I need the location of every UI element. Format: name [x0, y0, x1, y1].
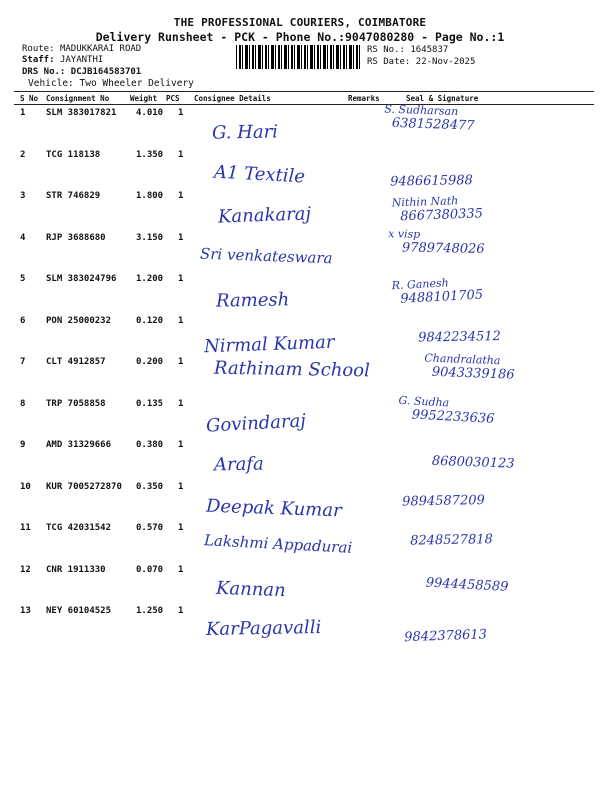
row-sno: 4 — [20, 232, 26, 243]
row-sno: 5 — [20, 274, 26, 284]
row-pcs: 1 — [178, 606, 184, 616]
row-consignment-no: STR 746829 — [46, 191, 101, 201]
row-weight: 1.350 — [136, 149, 164, 160]
signature-phone: 9486615988 — [389, 172, 473, 189]
row-consignment-no: PON 25000232 — [46, 315, 112, 326]
row-consignment-no: NEY 60104525 — [46, 606, 112, 616]
vehicle-value: Two Wheeler Delivery — [79, 78, 194, 89]
row-pcs: 1 — [178, 149, 184, 160]
rs-no-line — [367, 45, 448, 56]
route-value: MADUKKARAI ROAD — [59, 44, 142, 54]
signature-phone: 8680030123 — [431, 453, 515, 472]
col-pcs: PCS — [166, 94, 180, 103]
route-label: Route: — [22, 44, 55, 54]
row-weight: 0.135 — [136, 398, 164, 409]
row-consignment-no: TCG 118138 — [46, 149, 101, 160]
signature-name: G. Sudha — [398, 393, 450, 409]
vehicle-line — [28, 78, 194, 89]
signature-name: S. Sudharsan — [384, 102, 459, 119]
signature-phone: 9488101705 — [400, 287, 484, 307]
row-signature — [424, 441, 600, 476]
row-consignment-no: TCG 42031542 — [46, 523, 112, 533]
row-consignee: Arafa — [213, 453, 264, 476]
header-bottom-rule — [14, 104, 594, 105]
row-pcs: 1 — [178, 274, 184, 284]
row-pcs: 1 — [178, 523, 184, 533]
row-signature — [396, 611, 597, 646]
signature-phone: 9842378613 — [404, 627, 488, 646]
row-consignee: Ramesh — [215, 289, 290, 312]
row-sno: 9 — [20, 440, 26, 450]
signature-phone: 9842234512 — [417, 328, 501, 345]
rs-date-label: RS Date: — [367, 57, 411, 67]
signature-name: x visp — [388, 226, 421, 241]
rs-no-value: 1645837 — [410, 45, 449, 55]
row-signature — [391, 269, 592, 307]
row-consignee: Kannan — [215, 577, 287, 601]
signature-phone: 8248527818 — [409, 532, 493, 549]
col-weight: Weight — [130, 94, 158, 103]
row-pcs: 1 — [178, 191, 184, 201]
row-pcs: 1 — [178, 398, 184, 409]
row-weight: 0.120 — [136, 315, 164, 326]
signature-name: Chandralatha — [424, 351, 501, 368]
row-pcs: 1 — [178, 315, 184, 326]
row-consignee: Lakshmi Appadurai — [203, 531, 353, 557]
signature-phone: 8667380335 — [400, 206, 484, 225]
staff-label: Staff: — [22, 55, 55, 65]
row-weight: 3.150 — [136, 232, 164, 243]
row-pcs: 1 — [178, 232, 184, 243]
row-sno: 12 — [20, 564, 31, 575]
row-consignment-no: KUR 7005272870 — [46, 481, 122, 492]
row-sno: 10 — [20, 481, 31, 492]
drs-value: DCJB164583701 — [70, 67, 142, 77]
row-consignment-no: RJP 3688680 — [46, 232, 106, 243]
row-signature — [376, 158, 576, 189]
col-consignee: Consignee Details — [194, 94, 271, 103]
signature-phone: 9894587209 — [401, 492, 485, 509]
signature-phone: 9789748026 — [401, 239, 485, 257]
row-pcs: 1 — [178, 108, 184, 118]
drs-label: DRS No.: — [22, 67, 66, 77]
row-consignment-no: CNR 1911330 — [46, 564, 106, 575]
row-consignee: Deepak Kumar — [205, 495, 342, 521]
row-signature — [388, 227, 588, 258]
row-weight: 0.350 — [136, 481, 164, 492]
drs-line — [22, 67, 141, 78]
row-consignee: Nirmal Kumar — [203, 331, 335, 357]
row-consignment-no: TRP 7058858 — [46, 398, 106, 409]
row-signature — [388, 478, 588, 509]
row-weight: 1.250 — [136, 606, 164, 616]
col-consignment: Consignment No — [46, 94, 110, 103]
vehicle-label: Vehicle: — [28, 78, 74, 89]
row-sno: 8 — [20, 398, 26, 409]
row-sno: 7 — [20, 357, 26, 367]
company-title: THE PROFESSIONAL COURIERS, COIMBATORE — [173, 16, 427, 29]
staff-value: JAYANTHI — [59, 55, 104, 65]
rs-date-value: 22-Nov-2025 — [415, 57, 476, 67]
signature-phone: 9952233636 — [411, 407, 495, 427]
signature-phone: 6381528477 — [391, 115, 475, 134]
row-pcs: 1 — [178, 481, 184, 492]
rs-date-line — [367, 57, 475, 68]
route-line — [22, 44, 141, 55]
row-sno: 6 — [20, 315, 26, 326]
row-sno: 3 — [20, 191, 26, 201]
row-consignee: Govindaraj — [205, 409, 307, 437]
row-consignee: Rathinam School — [213, 357, 371, 382]
row-weight: 0.570 — [136, 523, 164, 533]
barcode — [236, 45, 362, 69]
staff-line — [22, 55, 103, 66]
row-consignee: KarPagavalli — [205, 616, 322, 641]
row-sno: 11 — [20, 523, 31, 533]
row-consignment-no: SLM 383017821 — [46, 108, 117, 118]
row-weight: 1.800 — [136, 191, 164, 201]
row-weight: 0.380 — [136, 440, 164, 450]
runsheet-subtitle: Delivery Runsheet - PCK - Phone No.:9047080280 - Page No.:1 — [95, 30, 505, 44]
col-sno: S No — [20, 94, 39, 103]
row-signature — [384, 103, 585, 138]
row-consignee: Sri venkateswara — [199, 244, 333, 267]
row-weight: 0.200 — [136, 357, 164, 367]
row-consignee: Kanakaraj — [217, 203, 312, 228]
row-consignee: A1 Textile — [213, 161, 306, 187]
row-consignee: G. Hari — [211, 121, 279, 144]
row-signature — [411, 561, 600, 599]
rs-no-label: RS No.: — [367, 45, 405, 55]
row-weight: 1.200 — [136, 274, 164, 284]
header-top-rule — [14, 91, 594, 92]
col-seal: Seal & Signature — [406, 94, 479, 103]
row-consignment-no: CLT 4912857 — [46, 357, 106, 367]
row-consignment-no: SLM 383024796 — [46, 274, 117, 284]
row-weight: 4.010 — [136, 108, 164, 118]
signature-phone: 9944458589 — [425, 575, 509, 595]
row-signature — [424, 352, 600, 387]
row-signature — [404, 314, 600, 345]
row-consignment-no: AMD 31329666 — [46, 440, 112, 450]
row-signature — [402, 517, 600, 548]
signature-name: R. Ganesh — [391, 276, 449, 293]
row-signature — [397, 393, 598, 431]
row-signature — [392, 190, 593, 225]
col-remarks: Remarks — [348, 94, 380, 103]
row-pcs: 1 — [178, 564, 184, 575]
row-sno: 1 — [20, 108, 26, 118]
row-sno: 2 — [20, 149, 26, 160]
row-pcs: 1 — [178, 357, 184, 367]
signature-phone: 9043339186 — [431, 364, 515, 383]
row-sno: 13 — [20, 606, 31, 616]
signature-name: Nithin Nath — [391, 194, 459, 210]
row-weight: 0.070 — [136, 564, 164, 575]
row-pcs: 1 — [178, 440, 184, 450]
